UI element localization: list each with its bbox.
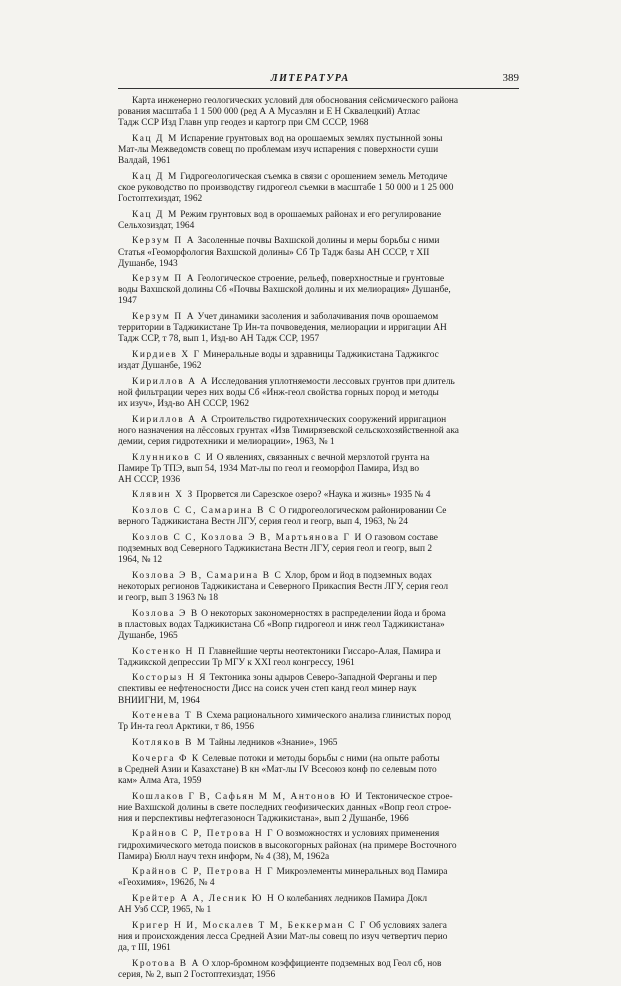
entry-author: Козлова Э В: [132, 608, 199, 619]
bibliography-entry: [118, 377, 519, 410]
bibliography-entry: [118, 738, 519, 749]
entry-text: Хлор, бром и йод в подземных водах некоторых регионов Таджикистана и Северного Прикаспия Вестн ЛГУ, серия геол и геогр, вып 3 1963 № 18: [118, 570, 449, 603]
bibliography-entry: [118, 867, 519, 889]
entry-author: Козлов С С, Самарина В С: [132, 506, 277, 517]
header-divider: [118, 88, 519, 89]
entry-author: Кротова В А: [132, 958, 200, 969]
bibliography-entry: [118, 792, 519, 825]
entry-text: Геологическое строение, рельеф, поверхностные и грунтовые воды Вахшской долины Сб «Почвы Вахшской долины и их мелиорация» Душанбе, 1947: [118, 274, 451, 307]
entry-author: Кириллов А А: [132, 414, 209, 425]
bibliography-entry: [118, 506, 519, 528]
entry-text: Режим грунтовых вод в орошаемых районах и его регулирование Сельхозиздат, 1964: [118, 209, 441, 231]
entry-author: Козлова Э В, Самарина В С: [132, 570, 283, 581]
bibliography-entry: [118, 312, 519, 345]
entry-text: Микроэлементы минеральных вод Памира «Геохимия», 1962б, № 4: [118, 867, 448, 889]
entry-text: Схема рационального химического анализа глинистых пород Тр Ин-та геол Арктики, т 86, 1956: [118, 711, 451, 733]
bibliography-entry: [118, 829, 519, 862]
bibliography-entry: [118, 711, 519, 733]
entry-author: Кац Д М: [132, 209, 178, 220]
entry-author: Клявин Х З: [132, 490, 194, 501]
entry-text: О явлениях, связанных с вечной мерзлотой грунта на Памире Тр ТПЭ, вып 54, 1934 Мат-лы по геол и геоморфол Памира, Изд во АН СССР, 1936: [118, 452, 430, 485]
bibliography-entry: [118, 571, 519, 604]
entry-text: О некоторых закономерностях в распределении йода и брома в пластовых водах Таджикистана Сб «Вопр гидрогеол и инж геол Таджикистана» Душанбе, 1965: [118, 608, 446, 641]
entry-text: Главнейшие черты неотектоники Гиссаро-Алая, Памира и Таджикской депрессии Тр МГУ к XXI геол конгрессу, 1961: [118, 646, 441, 668]
bibliography-entry: [118, 673, 519, 706]
entry-author: Крейтер А А, Лесник Ю Н: [132, 894, 276, 905]
entry-author: Кочерга Ф К: [132, 753, 200, 764]
entry-text: Тектоническое строе- ние Вахшской долины в свете последних геофизических данных «Вопр геол строе- ния и перспективы нефтегазоносн Таджикистана», вып 2 Душанбе, 1966: [118, 791, 453, 824]
entry-text: Строительство гидротехнических сооружений ирригацион ного назначения на лёссовых грунтах «Изв Тимирязевской сельскохозяйственной ака демии, серия гидротехники и мелиорации», 1963, № 1: [118, 414, 459, 447]
entry-text: Испарение грунтовых вод на орошаемых землях пустынной зоны Мат-лы Межведомств совещ по проблемам изуч испарения с поверхности суши Валдай, 1961: [118, 133, 443, 167]
bibliography-entry: [118, 533, 519, 566]
bibliography-entry: [118, 350, 519, 372]
entry-author: Костенко Н П: [132, 646, 207, 657]
entry-author: Котенева Т В: [132, 711, 205, 722]
entry-author: Керзум П А: [132, 312, 196, 323]
entry-text: О гидрогеологическом районировании Се верного Таджикистана Вестн ЛГУ, серия геол и геогр, вып 4, 1963, № 24: [118, 506, 447, 528]
bibliography-entry: [118, 236, 519, 269]
running-head: [118, 72, 519, 84]
bibliography-entry: [118, 490, 519, 501]
entry-author: Козлов С С, Козлова Э В, Мартьянова Г И: [132, 532, 363, 543]
entry-text: О газовом составе подземных вод Северного Таджикистана Вестн ЛГУ, серия геол и геогр, вып 2 1964, № 12: [118, 532, 438, 566]
entry-text: Учет динамики засоления и заболачивания почв орошаемом территории в Таджикистане Тр Ин-та почвоведения, мелиорации и ирригации АН Тадж ССР, т 78, вып 1, Изд-во АН Тадж ССР, 1957: [118, 312, 447, 345]
entry-author: Косторыз Н Я: [132, 673, 208, 684]
entry-author: Керзум П А: [132, 274, 196, 285]
page-number: 389: [502, 72, 519, 84]
bibliography-entry: [118, 894, 519, 916]
bibliography-entry: [118, 96, 519, 129]
entry-author: Кригер Н И, Москалев Т М, Беккерман С Г: [132, 920, 367, 931]
entry-text: Об условиях залега ния и происхождения лесса Средней Азии Мат-лы совещ по изуч четвертич перио да, т III, 1961: [118, 920, 448, 954]
bibliography-entry: [118, 959, 519, 981]
bibliography-entry: [118, 453, 519, 486]
entry-text: О хлор-бромном коэффициенте подземных вод Геол сб, нов серия, № 2, вып 2 Гостоптехиздат, 1956: [118, 958, 442, 980]
bibliography-entry: [118, 754, 519, 787]
entry-author: Котляков В М: [132, 737, 207, 748]
entry-text: Прорвется ли Сарезское озеро? «Наука и жизнь» 1935 № 4: [193, 490, 431, 501]
bibliography-entry: [118, 921, 519, 954]
entry-author: Кац Д М: [132, 171, 178, 182]
entry-author: Крайнов С Р, Петрова Н Г: [132, 829, 275, 840]
entry-author: Клунников С И: [132, 452, 215, 463]
entry-text: Минеральные воды и здравницы Таджикистана Таджикгос издат Душанбе, 1962: [118, 350, 439, 372]
entry-text: Тайны ледников «Знание», 1965: [206, 737, 338, 748]
entry-author: Кошлаков Г В, Сафьян М М, Антонов Ю И: [132, 791, 364, 802]
entry-text: Гидрогеологическая съемка в связи с орошением земель Методиче ское руководство по производству гидрогеол съемки в масштабе 1 50 000 и 1 25 000 Гостоптехиздат, 1962: [118, 171, 454, 204]
entry-text: Тектоника зоны адыров Северо-Западной Ферганы и пер спективы ее нефтеносности Дисс на соиск учен степ канд геол минер наук ВНИИГНИ, М, 1964: [118, 673, 437, 706]
entry-text: Исследования уплотняемости лессовых грунтов при длитель ной фильтрации через них воды Сб «Инж-геол свойства горных пород и методы их изуч», Изд-во АН СССР, 1962: [118, 376, 455, 409]
bibliography-entry: [118, 609, 519, 642]
bibliography-entry: [118, 210, 519, 232]
entry-text: Карта инженерно геологических условий для обоснования сейсмического района рования масштаба 1 1 500 000 (ред А А Мусаэлян и Е Н Сквалецкий) Атлас Тадж ССР Изд Главн упр геодез и картогр при СМ СССР, 1968: [118, 96, 459, 129]
entry-author: Керзум П А: [132, 236, 196, 247]
bibliography-entry: [118, 647, 519, 669]
bibliography-entry: [118, 172, 519, 205]
entry-text: О колебаниях ледников Памира Докл АН Узб ССР, 1965, № 1: [118, 894, 428, 916]
entry-author: Крайнов С Р, Петрова Н Г: [132, 867, 275, 878]
entry-author: Кириллов А А: [132, 376, 209, 387]
bibliography-entry: [118, 134, 519, 167]
entry-text: О возможностях и условиях применения гидрохимического метода поисков в высокогорных районах (на примере Восточного Памира) Бюлл науч техн информ, № 4 (38), М, 1962а: [118, 829, 457, 862]
bibliography-list: [118, 96, 519, 986]
section-title: ЛИТЕРАТУРА: [270, 73, 350, 84]
entry-author: Кирдиев Х Г: [132, 350, 201, 361]
entry-author: Кац Д М: [132, 133, 178, 144]
bibliography-entry: [118, 274, 519, 307]
entry-text: Селевые потоки и методы борьбы с ними (на опыте работы в Средней Азии и Казахстане) В кн «Мат-лы IV Всесоюз конф по селевым пото кам» Алма Ата, 1959: [118, 753, 440, 786]
entry-text: Засоленные почвы Вахшской долины и меры борьбы с ними Статья «Геоморфология Вахшской долины» Сб Тр Тадж базы АН СССР, т XII Душанбе, 1943: [118, 236, 440, 269]
bibliography-entry: [118, 415, 519, 448]
